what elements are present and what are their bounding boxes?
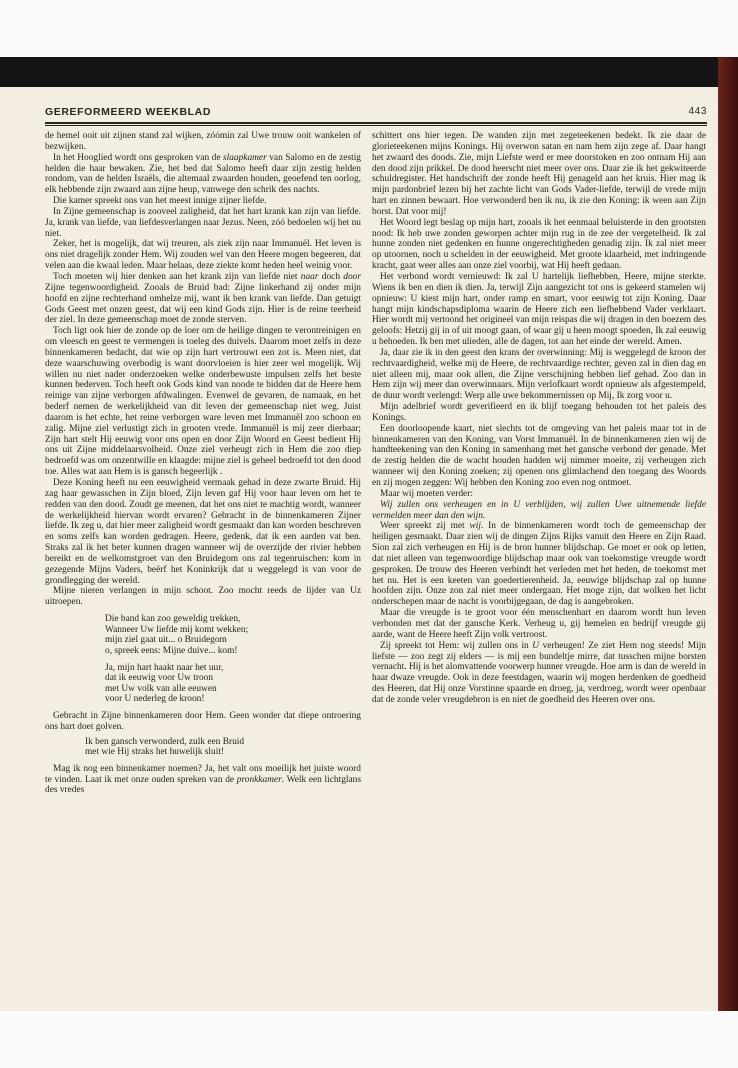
paragraph: In het Hooglied wordt ons gesproken van de slaapkamer van Salomo en de zestig helden die haar bewaken. Zie, het bed dat Salomo heeft daar zijn zestig helden rondom, van de helden Israëls, die altemaal zwaarden houden, geoefend ten oorlog, elk hebbende zijn zwaard aan zijne heup, vanwege den schrik des nachts. [45, 152, 361, 196]
paragraph: Mijn adelbrief wordt geverifieerd en ik blijf toegang behouden tot het paleis des Konings. [372, 402, 706, 423]
paragraph: Wij zullen ons verheugen en in U verblijden, wij zullen Uwe uitnemende liefde vermelden meer dan den wijn. [372, 499, 706, 521]
paragraph: Gebracht in Zijne binnenkameren door Hem. Geen wonder dat diepe ontroering ons hart doet golven. [45, 710, 361, 732]
paragraph: In Zijne gemeenschap is zooveel zaligheid, dat het hart krank kan zijn van liefde. Ja, krank van liefde, van liefdesverlangen naar Jezus. Neen, zóó bedoelen wij het nu niet. [45, 206, 361, 239]
scan-margin-bottom [0, 1011, 738, 1068]
book-spine [718, 57, 738, 1011]
verse-quote [105, 614, 361, 705]
paragraph: Toch ligt ook hier de zonde op de loer om de heilige dingen te verontreinigen en om vleesch en geest te vermengen is toeleg des duivels. Daarom moet zelfs in deze binnenkameren bedacht, dat wie op zijn hart vertrouwt een zot is. Meen niet, dat deze waarschuwing overbodig is want doorvloeien is hier zeer wel mogelijk. Wij willen nu niet nader onderzoeken welke onderbewuste impulsen zelfs het beste kunnen bederven. Toch heeft ook Gods kind van noode te bidden dat de Heere hem reinige van zijne verborgen afdwalingen. Evenwel de gevaren, de namaak, en het bederf nemen de werkelijkheid van dit leven der gemeenschap niet weg. Juist daarom is het echte, het reine verborgen ware leven met Immanuël zoo schoon en zalig. Mijne ziel verlustigt zich in grooten vrede. Immanuël is mij zeer dierbaar; Zijn hart stelt Hij eeuwig voor ons open en door Zijn Woord en Geest bedient Hij ons uit Zijne middelaarsvolheid. Onze ziel verheugt zich in Hem die zoo diep bedroefd was om onzentwille en klaagde: mijne ziel is geheel bedroefd tot den dood toe. Alles wat aan Hem is is gansch begeerlijk . [45, 326, 361, 478]
paragraph: Mag ik nog een binnenkamer noemen? Ja, het valt ons moeilijk het juiste woord te vinden. Laat ik met onze ouden spreken van de pronkkamer. Welk een lichtglans des vredes [45, 763, 361, 796]
paragraph: Deze Koning heeft nu een eeuwigheid vermaak gehad in deze zwarte Bruid. Hij zag haar gewasschen in Zijn bloed, Zijn leven gaf Hij voor haar leven om het te redden van den dood. Zoudt ge meenen, dat het ons niet te machtig wordt, wanneer de werkelijkheid hiervan wordt ervaren? Gebracht in de binnenkameren Zijner liefde. Ik zeg u, dat hier meer zaligheid wordt gesmaakt dan kan worden beschreven en soms zelfs kan worden gedragen. Heere, gedenk, dat ik een aarden vat ben. Straks zal ik het beter kunnen dragen wanneer wij de overzijde der rivier hebben bereikt en de welkomstgroet van den Bruidegom ons zal tegenruischen: kom in gezegende Mijns Vaders, beërf het Koninkrijk dat u weggelegd is van voor de grondlegging der wereld. [45, 478, 361, 586]
paragraph: Toch moeten wij hier denken aan het krank zijn van liefde niet naar doch door Zijne tegenwoordigheid. Zooals de Bruid bad: Zijne linkerhand zij onder mijn hoofd en zijne rechterhand omhelze mij, want ik ben krank van liefde. Dan getuigt Gods Geest met onzen geest, dat wij een kind Gods zijn. Hier is de reine teerheid der ziel. In deze gemeenschap moet de zonde sterven. [45, 271, 361, 326]
verse-line: dat ik eeuwig voor Uw troon [105, 673, 214, 684]
paragraph: Maar die vreugde is te groot voor één menschenhart en daarom wordt hun leven verbonden met dat der gansche Kerk. Verheug u, gij hemelen en bedrijf vreugde gij aarde, want de Heere heeft Zijn volk vertroost. [372, 608, 706, 640]
verse-line: met wie Hij straks het huwelijk sluit! [85, 747, 225, 758]
verse-line: mijn ziel gaat uit... o Bruidegom [105, 635, 227, 646]
header-rule [45, 122, 707, 126]
paragraph: Weer spreekt zij met wij. In de binnenkameren wordt toch de gemeenschap der heiligen gesmaakt. Daar zien wij de dingen Zijns Rijks vanuit den Heere en Zijn Raad. Sion zal zich verheugen en Hij is de bron hunner blijdschap. Ge moet er ook op letten, dat niet alleen van tegenwoordige blijdschap maar ook van toekomstige vreugde wordt gesproken. De trouw des Heeren verbindt het verleden met het heden, de toekomst met het nu. Het is een keeten van goedertierenheid. Ja, eeuwige blijdschap zal op hunne hoofden zijn. Onze zon zal niet meer ondergaan. Het moge zijn, dat wolken het licht onderschepen maar de nacht is voorbijgegaan, de dag is aangebroken. [372, 521, 706, 608]
paragraph: Zij spreekt tot Hem: wij zullen ons in U verheugen! Ze ziet Hem nog steeds! Mijn liefste — zoo zegt zij elders — is mij een bundeltje mirre, dat tusschen mijne borsten vernacht. Hij is het alomvattende voorwerp hunner vreugde. Hoe arm is dan de wereld in haar dwaze vreugde. Ook in deze feestdagen, waarin wij mogen herdenken de goedheid des Heeren, dat Hij onze Vorstinne spaarde en droeg, ja, verdroeg, wordt weer openbaar dat de zonde veler vreugdebron is en niet de goedheid des Heeren over ons. [372, 640, 706, 705]
page-number: 443 [688, 106, 707, 117]
paragraph: Het verbond wordt vernieuwd: Ik zal U hartelijk liefhebben, Heere, mijne sterkte. Wiens ik ben en dien ik dien. Ja, terwijl Zijn aangezicht tot ons is gekeerd stamelen wij opnieuw: U kiest mijn hart, onder ramp en smart, voor eeuwig tot zijn Koning. Daar hangt mijn kindschapsdiploma waarin de Heere zich een liefhebbend Vader verklaart. Hier wordt mij vertoond het origineel van mijn reispas die wij dragen in den boezem des geloofs: Hetzij gij in of uit moogt gaan, of waar gij u heen moogt spoeden, Ik zal eeuwig u behoeden. Ik ben met ulieden, alle de dagen, tot aan het einde der wereld. Amen. [372, 271, 706, 348]
paragraph: Ja, daar zie ik in den geest den krans der overwinning: Mij is weggelegd de kroon der rechtvaardigheid, welke mij de Heere, de rechtvaardige rechter, geven zal in dien dag en niet alleen mij, maar ook allen, die Zijne verschijning hebben lief gehad. Zoo dan in Hem zijn wij meer dan overwinnaars. Mijn verlofkaart wordt opnieuw als afgestempeld, de duur wordt verlengd: Werp alle uwe bekommernissen op Mij, Ik zorg voor u. [372, 347, 706, 402]
scan-dark-border [0, 57, 738, 87]
paragraph: Een doorloopende kaart, niet slechts tot de omgeving van het paleis maar tot in de binnenkameren van den Koning, van Vorst Immanuël. In de binnenkameren zien wij de handteekening van den Koning in samenhang met het gansche verbond der genade. Met de zestig helden die de wacht houden hadden wij nimmer moeite, zij verheugen zich wanneer wij den Koning zoeken; zij openen ons glimlachend den toegang des Woords en zij mogen zeggen: Wij hebben den Koning zoo even nog ontmoet. [372, 423, 706, 488]
verse-quote [85, 737, 361, 758]
paragraph: Het Woord legt beslag op mijn hart, zooals ik het eenmaal beluisterde in den grootsten nood: Ik heb uwe zonden geworpen achter mijn rug in de zee der vergetelheid. Ik zal hunne zonden niet gedenken en hunne ongerechtigheden genadig zijn. Ik zal niet meer op utoornen, noch u schelden in der eeuwigheid. Met groote klaarheid, met indringende kracht, gaat weer alles aan onze ziel voorbij, wat Hij heeft gedaan. [372, 217, 706, 272]
right-column [372, 131, 706, 706]
running-header [45, 106, 707, 120]
verse-line: voor U nederleg de kroon! [105, 694, 205, 705]
verse-line: o, spreek eens: Mijne duive... kom! [105, 645, 238, 656]
paragraph: de hemel ooit uit zijnen stand zal wijken, zóómin zal Uwe trouw ooit wankelen of bezwijken. [45, 131, 361, 152]
verse-line: Die band kan zoo geweldig trekken, [105, 614, 241, 625]
paragraph: Zeker, het is mogelijk, dat wij treuren, als ziek zijn naar Immanuël. Het leven is ons niet dragelijk zonder Hem. Wij zouden wel van den Heere mogen begeeren, dat velen aan die kwaal leden. Maar helaas, deze ziekte komt heden heel weinig voor. [45, 239, 361, 272]
paragraph: Maar wij moeten verder: [380, 488, 473, 499]
paragraph: Mijne nieren verlangen in mijn schoot. Zoo mocht reeds de lijder van Uz uitroepen. [45, 586, 361, 608]
verse-line: met Uw volk van alle eeuwen [105, 683, 217, 694]
paragraph: schittert ons hier tegen. De wanden zijn met zegeteekenen bedekt. Ik zie daar de glorieteekenen mijns Konings. Hij overwon satan en nam hem zijn zege af. Daar hangt het zwaard des doods. Zie, mijn Liefste werd er mee doorstoken en zoo ontnam Hij aan den dood zijn prikkel. De dood heerscht niet meer over ons. Daar zie ik het gekwiteerde schuldregister. Het handschrift der zonde heeft Hij genageld aan het kruis. Hier mag ik mijn pardonbrief lezen bij het zachte licht van Gods Vader-liefde, terwijl de vrede mijn hart en zinnen bewaart. Hoe verwonderd ben ik nu, ik zie den Koning: ik ween aan Zijn borst. Dat voor mij! [372, 131, 706, 217]
verse-line: Wanneer Uw liefde mij komt wekken; [105, 624, 249, 635]
scan-margin-top [0, 0, 738, 57]
left-column [45, 131, 361, 796]
verse-line: Ik ben gansch verwonderd, zulk een Bruid [85, 736, 245, 747]
paragraph: Die kamer spreekt ons van het meest innige zijner liefde. [53, 196, 267, 207]
verse-line: Ja, mijn hart haakt naar het uur, [105, 662, 224, 673]
journal-title: GEREFORMEERD WEEKBLAD [45, 106, 212, 118]
